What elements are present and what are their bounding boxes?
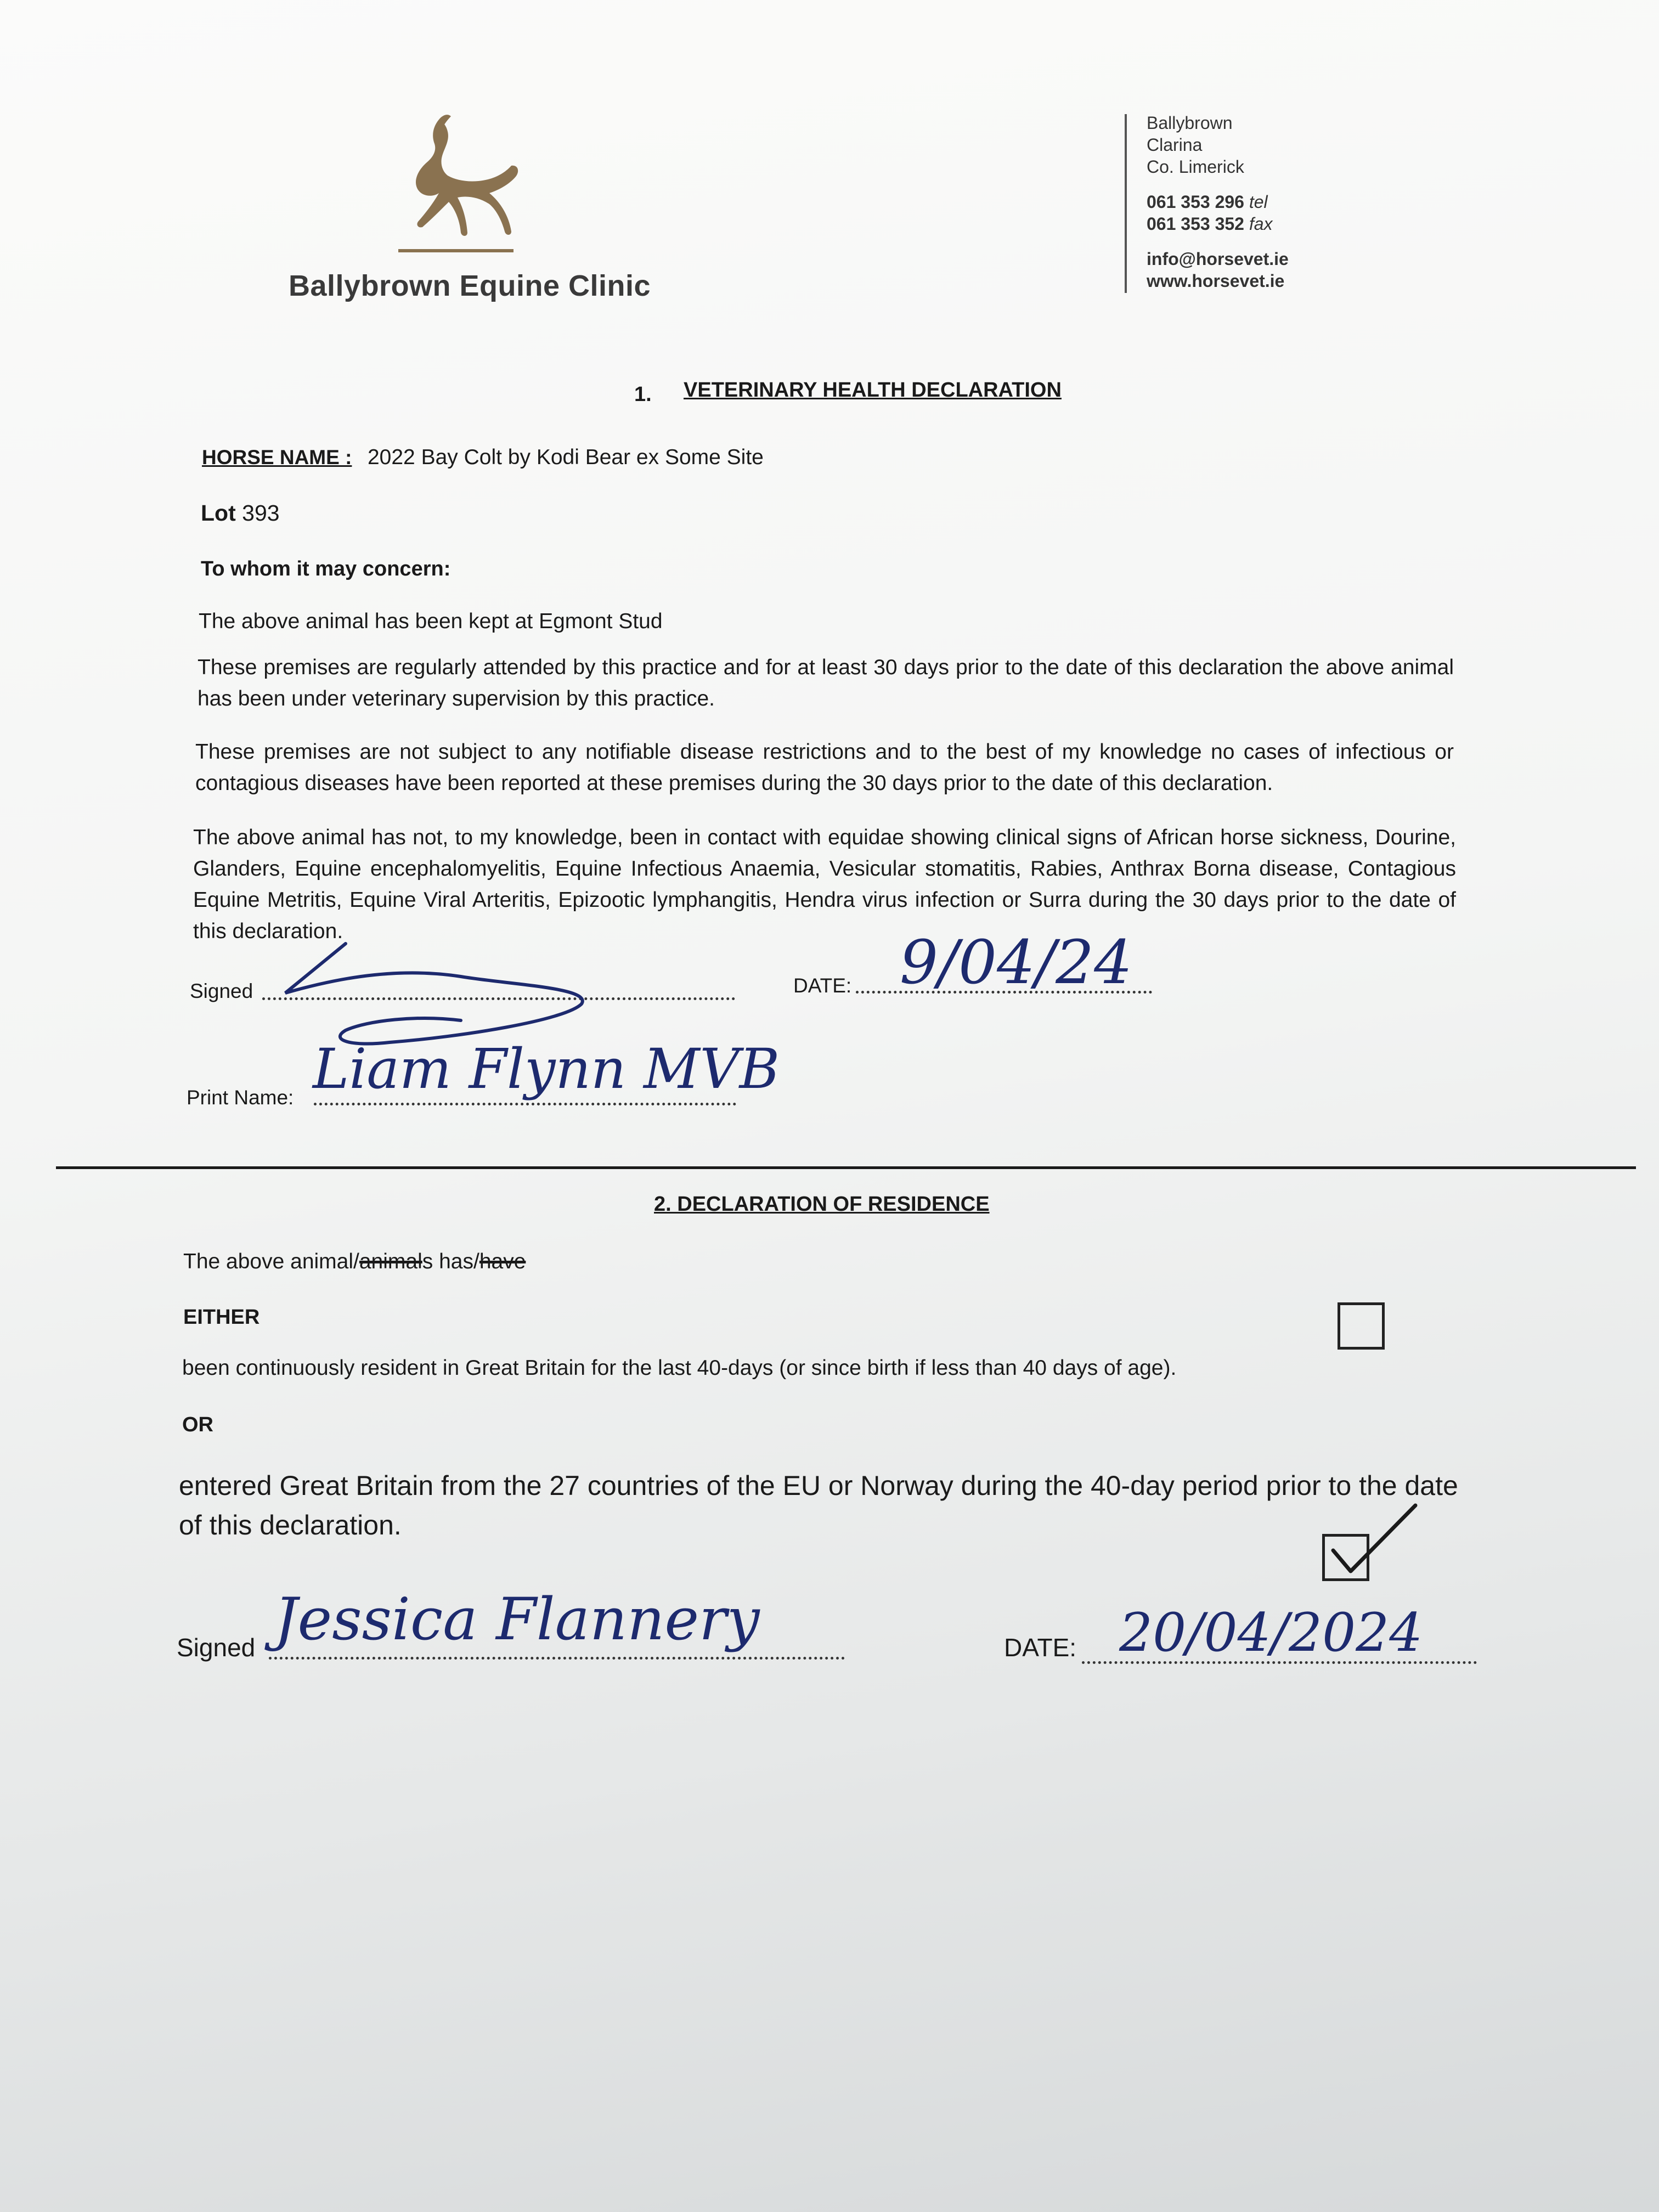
fax-number: 061 353 352 [1147,214,1244,234]
option2-check-mark-icon [1317,1501,1426,1589]
section2-title: 2. DECLARATION OF RESIDENCE [654,1193,990,1216]
option2-text: entered Great Britain from the 27 countries of the EU or Norway during the 40-day period prior to the date of this declaration. [179,1470,1458,1541]
website: www.horsevet.ie [1147,271,1285,291]
residence-intro [183,1250,526,1274]
phone-suffix: tel [1249,192,1268,212]
section2-date-handwritten: 20/04/2024 [1119,1602,1423,1663]
section2-date-label: DATE: [1004,1633,1077,1662]
print-name-handwritten: Liam Flynn MVB [313,1037,780,1101]
lot-label: Lot [201,500,236,526]
residence-intro-part2: s has/ [422,1250,479,1273]
print-name-label: Print Name: [187,1086,294,1109]
section2-signed-label: Signed [177,1633,256,1662]
residence-intro-strike2: have [479,1250,526,1273]
clinic-name: Ballybrown Equine Clinic [289,269,651,302]
residence-intro-part1: The above animal/ [183,1250,359,1273]
section2-signature-handwritten: Jessica Flannery [274,1585,760,1653]
section1-title: VETERINARY HEALTH DECLARATION [684,379,1062,402]
section1-date-label: DATE: [793,974,852,997]
option1-text: been continuously resident in Great Britain for the last 40-days (or since birth if less than 40 days of age). [182,1356,1177,1380]
paragraph-kept-at: The above animal has been kept at Egmont Stud [199,610,663,633]
letterhead-divider [1125,114,1127,293]
section1-signed-label: Signed [190,980,253,1002]
fax-line [1147,214,1273,234]
paragraph-disease-contact: The above animal has not, to my knowledge, been in contact with equidae showing clinical signs of African horse sickness, Dourine, Glanders, Equine encephalomyelitis, Equine Infectious Anaemia, Vesicular stomatitis, Rabies, Anthrax Borna disease, Contagious Equine Metritis, Equine Viral Arteritis, Epizootic lymphangitis, Hendra virus infection or Surra during the 30 days prior to the date of this declaration. [193,826,1456,943]
residence-intro-strike1: animal [359,1250,422,1273]
paragraph-supervision: These premises are regularly attended by this practice and for at least 30 days prior to the date of this declaration the above animal has been under veterinary supervision by this practice. [198,656,1454,710]
section2-signature-line [269,1657,845,1660]
horse-logo-icon [274,110,625,274]
salutation: To whom it may concern: [201,557,451,580]
print-name-line [314,1103,736,1105]
email: info@horsevet.ie [1147,249,1289,269]
address-line-3: Co. Limerick [1147,157,1244,177]
lot-value: 393 [242,500,280,526]
or-label: OR [182,1413,213,1436]
horse-name-row [202,445,764,470]
either-label: EITHER [183,1306,260,1329]
section1-date-handwritten: 9/04/24 [900,927,1133,997]
address-line-1: Ballybrown [1147,113,1233,133]
address-line-2: Clarina [1147,135,1203,155]
lot-row [201,500,280,526]
phone-number: 061 353 296 [1147,192,1244,212]
phone-line [1147,192,1268,212]
paragraph-restrictions: These premises are not subject to any notifiable disease restrictions and to the best of my knowledge no cases of infectious or contagious diseases have been reported at these premises during the 30 days prior to the date of this declaration. [195,740,1454,795]
option1-checkbox[interactable] [1338,1302,1385,1350]
horse-name-label: HORSE NAME : [202,446,352,469]
section1-number: 1. [634,383,652,406]
horse-name-value: 2022 Bay Colt by Kodi Bear ex Some Site [367,445,764,469]
fax-suffix: fax [1249,214,1273,234]
section-divider [56,1166,1636,1169]
